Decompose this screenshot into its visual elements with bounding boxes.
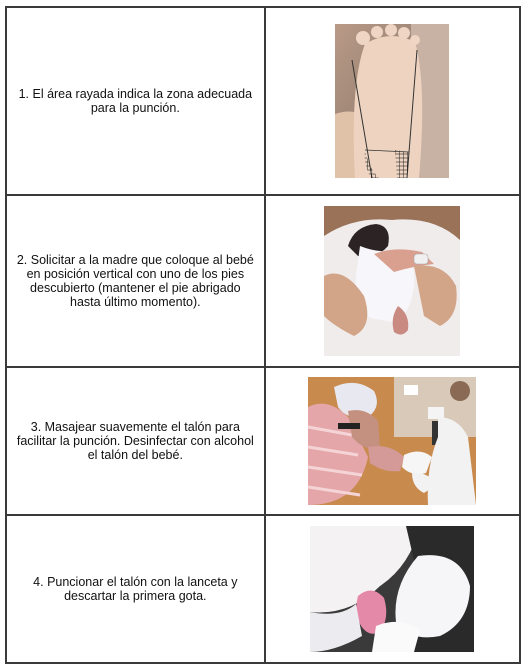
- step-text-cell-4: [6, 515, 265, 663]
- step-image-cell-2: [265, 195, 520, 367]
- step-text-2: 2. Solicitar a la madre que coloque al bebé en posición vertical con uno de los pies descubierto (mantener el pie abrigado hasta último momento).: [16, 253, 254, 309]
- step-image-cell-4: [265, 515, 520, 663]
- step-text-cell-2: [6, 195, 265, 367]
- step-text-3: 3. Masajear suavemente el talón para facilitar la punción. Desinfectar con alcohol el talón del bebé.: [16, 420, 254, 462]
- step-image-cell-3: [265, 367, 520, 515]
- step-row-4: [6, 515, 520, 663]
- baby-foot-sole-photo: [335, 24, 449, 178]
- heel-lancet-puncture-photo: [310, 526, 474, 652]
- step-row-2: [6, 195, 520, 367]
- step-row-1: [6, 7, 520, 195]
- step-text-4: 4. Puncionar el talón con la lanceta y descartar la primera gota.: [33, 575, 238, 603]
- step-image-cell-1: [265, 7, 520, 195]
- heel-disinfection-photo: [308, 377, 476, 505]
- step-text-1: 1. El área rayada indica la zona adecuada para la punción.: [18, 87, 253, 115]
- step-text-cell-3: [6, 367, 265, 515]
- steps-table: [5, 6, 521, 664]
- mother-holding-baby-photo: [324, 206, 460, 356]
- step-text-cell-1: [6, 7, 265, 195]
- step-row-3: [6, 367, 520, 515]
